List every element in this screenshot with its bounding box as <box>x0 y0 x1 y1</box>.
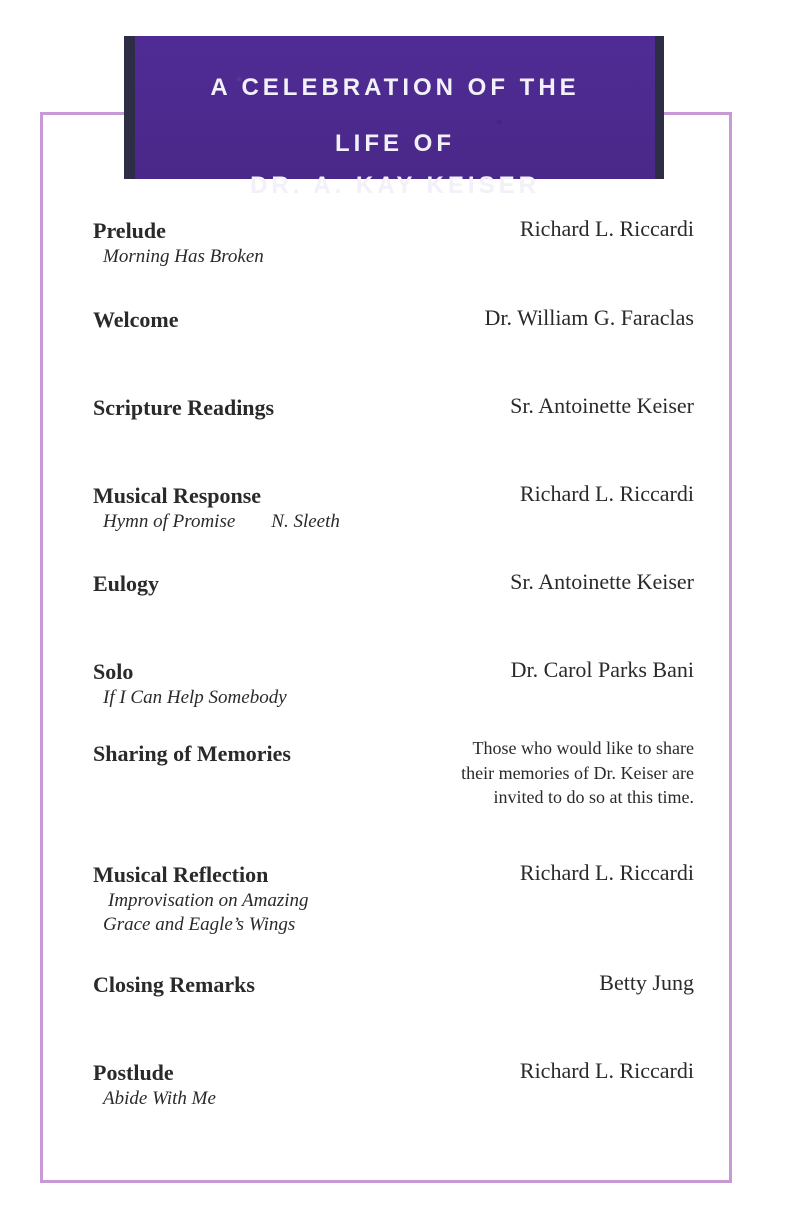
subtitle-line: Improvisation on Amazing <box>108 890 309 911</box>
item-title: Sharing of Memories <box>93 741 291 766</box>
item-performer: Richard L. Riccardi <box>519 860 694 885</box>
item-performer: Dr. Carol Parks Bani <box>510 657 694 682</box>
program-border-frame <box>40 112 732 1183</box>
item-subtitle <box>103 510 340 534</box>
item-performer: Betty Jung <box>599 970 694 995</box>
item-title: Musical Reflection <box>93 862 269 887</box>
banner-line-3: DR. A. KAY KEISER <box>250 172 540 199</box>
item-title: Postlude <box>93 1060 174 1085</box>
item-performer: Richard L. Riccardi <box>519 216 694 241</box>
item-subtitle: If I Can Help Somebody <box>103 687 287 708</box>
title-banner <box>124 36 664 199</box>
note-line: their memories of Dr. Keiser are <box>461 762 694 783</box>
item-note <box>461 736 694 810</box>
hymn-title: Hymn of Promise <box>103 511 236 532</box>
item-subtitle: Abide With Me <box>103 1088 216 1109</box>
item-performer: Sr. Antoinette Keiser <box>510 569 694 594</box>
item-title: Scripture Readings <box>93 395 275 420</box>
item-title: Closing Remarks <box>93 972 255 997</box>
note-line: Those who would like to share <box>472 738 694 758</box>
item-title: Prelude <box>93 218 166 243</box>
item-title: Eulogy <box>93 571 160 596</box>
item-title: Musical Response <box>93 483 262 508</box>
banner-line-1: A CELEBRATION OF THE <box>210 74 580 101</box>
item-performer: Dr. William G. Faraclas <box>484 305 694 330</box>
subtitle-line: Grace and Eagle’s Wings <box>103 914 296 935</box>
item-title: Solo <box>93 659 134 684</box>
item-performer: Sr. Antoinette Keiser <box>510 393 694 418</box>
hymn-composer: N. Sleeth <box>271 511 340 532</box>
item-performer: Richard L. Riccardi <box>519 481 694 506</box>
banner-line-2: LIFE OF <box>335 130 455 157</box>
item-title: Welcome <box>93 307 179 332</box>
item-subtitle <box>103 889 309 937</box>
item-subtitle: Morning Has Broken <box>103 246 264 267</box>
item-performer: Richard L. Riccardi <box>519 1058 694 1083</box>
note-line: invited to do so at this time. <box>493 787 694 807</box>
